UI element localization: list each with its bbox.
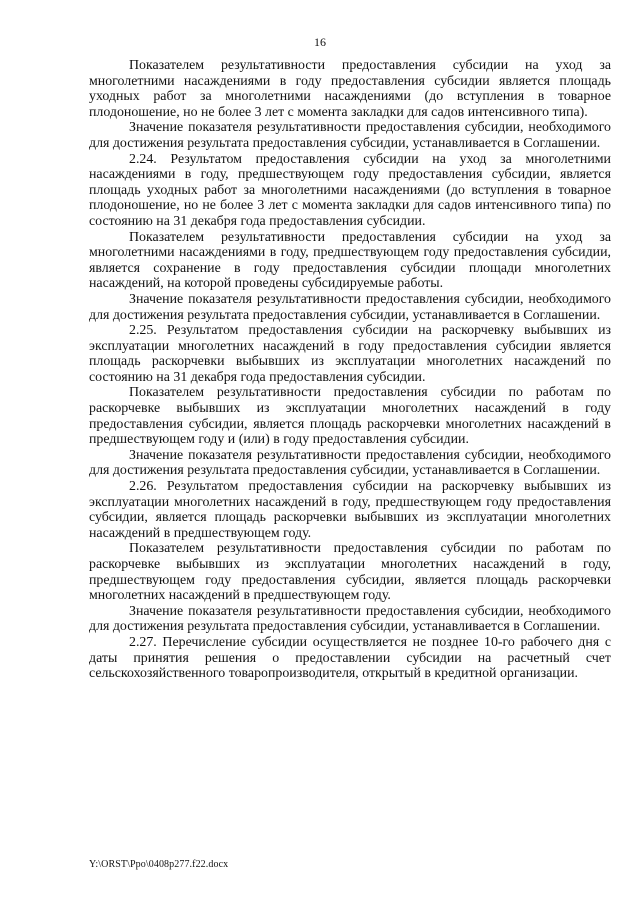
footer-file-path: Y:\ORST\Ppo\0408p277.f22.docx <box>89 859 229 870</box>
paragraph: Значение показателя результативности предоставления субсидии, необходимого для достижения результата предоставления субсидии, устанавливается в Соглашении. <box>89 447 611 479</box>
paragraph: 2.24. Результатом предоставления субсидии на уход за многолетними насаждениями в году, предшествующем году предоставления субсидии, является площадь уходных работ за многолетними насаждениями (до вступления в товарное плодоношение, но не более 3 лет с момента закладки для садов интенсивного типа) по состоянию на 31 декабря года предоставления субсидии. <box>89 151 611 229</box>
paragraph: Показателем результативности предоставления субсидии на уход за многолетними насаждениями в году предоставления субсидии является площадь уходных работ за многолетними насаждениями (до вступления в товарное плодоношение, но не более 3 лет с момента закладки для садов интенсивного типа). <box>89 58 611 120</box>
page-number: 16 <box>314 35 326 49</box>
paragraph: Показателем результативности предоставления субсидии по работам по раскорчевке выбывших из эксплуатации многолетних насаждений в году предоставления субсидии, является площадь раскорчевки многолетних насаждений в предшествующем году и (или) в году предоставления субсидии. <box>89 385 611 448</box>
document-body <box>89 58 611 682</box>
paragraph: 2.25. Результатом предоставления субсидии на раскорчевку выбывших из эксплуатации многолетних насаждений в году предоставления субсидии является площадь раскорчевки выбывших из эксплуатации многолетних насаждений по состоянию на 31 декабря года предоставления субсидии. <box>89 323 611 385</box>
paragraph: Значение показателя результативности предоставления субсидии, необходимого для достижения результата предоставления субсидии, устанавливается в Соглашении. <box>89 603 611 635</box>
paragraph: 2.27. Перечисление субсидии осуществляется не позднее 10-го рабочего дня с даты принятия решения о предоставлении субсидии на расчетный счет сельскохозяйственного товаропроизводителя, открытый в кредитной организации. <box>89 634 611 682</box>
paragraph: Значение показателя результативности предоставления субсидии, необходимого для достижения результата предоставления субсидии, устанавливается в Соглашении. <box>89 291 611 323</box>
paragraph: Показателем результативности предоставления субсидии по работам по раскорчевке выбывших из эксплуатации многолетних насаждений в году, предшествующем году предоставления субсидии, является площадь раскорчевки многолетних насаждений в предшествующем году. <box>89 541 611 604</box>
paragraph: 2.26. Результатом предоставления субсидии на раскорчевку выбывших из эксплуатации многолетних насаждений в году, предшествующем году предоставления субсидии, является площадь раскорчевки выбывших из эксплуатации многолетних насаждений в предшествующем году. <box>89 479 611 541</box>
paragraph: Значение показателя результативности предоставления субсидии, необходимого для достижения результата предоставления субсидии, устанавливается в Соглашении. <box>89 120 611 151</box>
paragraph: Показателем результативности предоставления субсидии на уход за многолетними насаждениями в году, предшествующем году предоставления субсидии, является сохранение в году предоставления субсидии площади многолетних насаждений, на которой проведены субсидируемые работы. <box>89 229 611 292</box>
